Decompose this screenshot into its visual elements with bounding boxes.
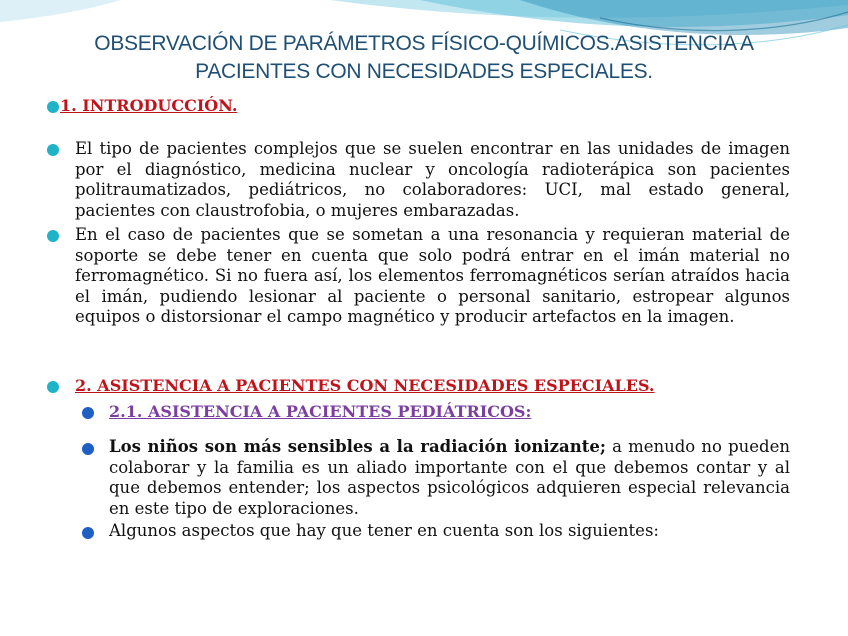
pediatric-paragraph-1 — [109, 437, 790, 519]
sub-bullet-icon — [82, 407, 94, 419]
pediatric-paragraph-1-bold: Los niños son más sensibles a la radiación ionizante; — [109, 437, 606, 456]
sub-bullet-icon — [82, 443, 94, 455]
slide-title — [40, 30, 808, 86]
bullet-icon — [47, 381, 59, 393]
slide-title-line-1: OBSERVACIÓN DE PARÁMETROS FÍSICO-QUÍMICOS.ASISTENCIA A — [94, 32, 754, 55]
intro-paragraph-1: El tipo de pacientes complejos que se suelen encontrar en las unidades de imagen por el diagnóstico, medicina nuclear y oncología radioterápica son pacientes politraumatizados, pediátricos, no colaboradores: UCI, mal estado general, pacientes con claustrofobia, o mujeres embarazadas. — [75, 139, 790, 220]
slide-title-line-2: PACIENTES CON NECESIDADES ESPECIALES. — [195, 60, 653, 83]
intro-heading: 1. INTRODUCCIÓN. — [60, 96, 238, 115]
pediatric-heading: 2.1. ASISTENCIA A PACIENTES PEDIÁTRICOS: — [109, 402, 532, 421]
bullet-icon — [47, 144, 59, 156]
intro-paragraph-2: En el caso de pacientes que se sometan a una resonancia y requieran material de soporte se debe tener en cuenta que solo podrá entrar en el imán material no ferromagnético. Si no fuera así, los elementos ferromagnéticos serían atraídos hacia el imán, pudiendo lesionar al paciente o personal sanitario, estropear algunos equipos o distorsionar el campo magnético y producir artefactos en la imagen. — [75, 225, 790, 326]
bullet-icon — [47, 230, 59, 242]
pediatric-paragraph-2: Algunos aspectos que hay que tener en cuenta son los siguientes: — [109, 521, 659, 540]
pediatric-paragraph-1-rest: a menudo no pueden colaborar y la familia es un aliado importante con el que debemos contar y al que debemos entender; los aspectos psicológicos adquieren especial relevancia en este tipo de exploraciones. — [109, 437, 790, 518]
assist-heading: 2. ASISTENCIA A PACIENTES CON NECESIDADES ESPECIALES. — [75, 376, 655, 395]
bullet-icon — [47, 101, 59, 113]
sub-bullet-icon — [82, 527, 94, 539]
